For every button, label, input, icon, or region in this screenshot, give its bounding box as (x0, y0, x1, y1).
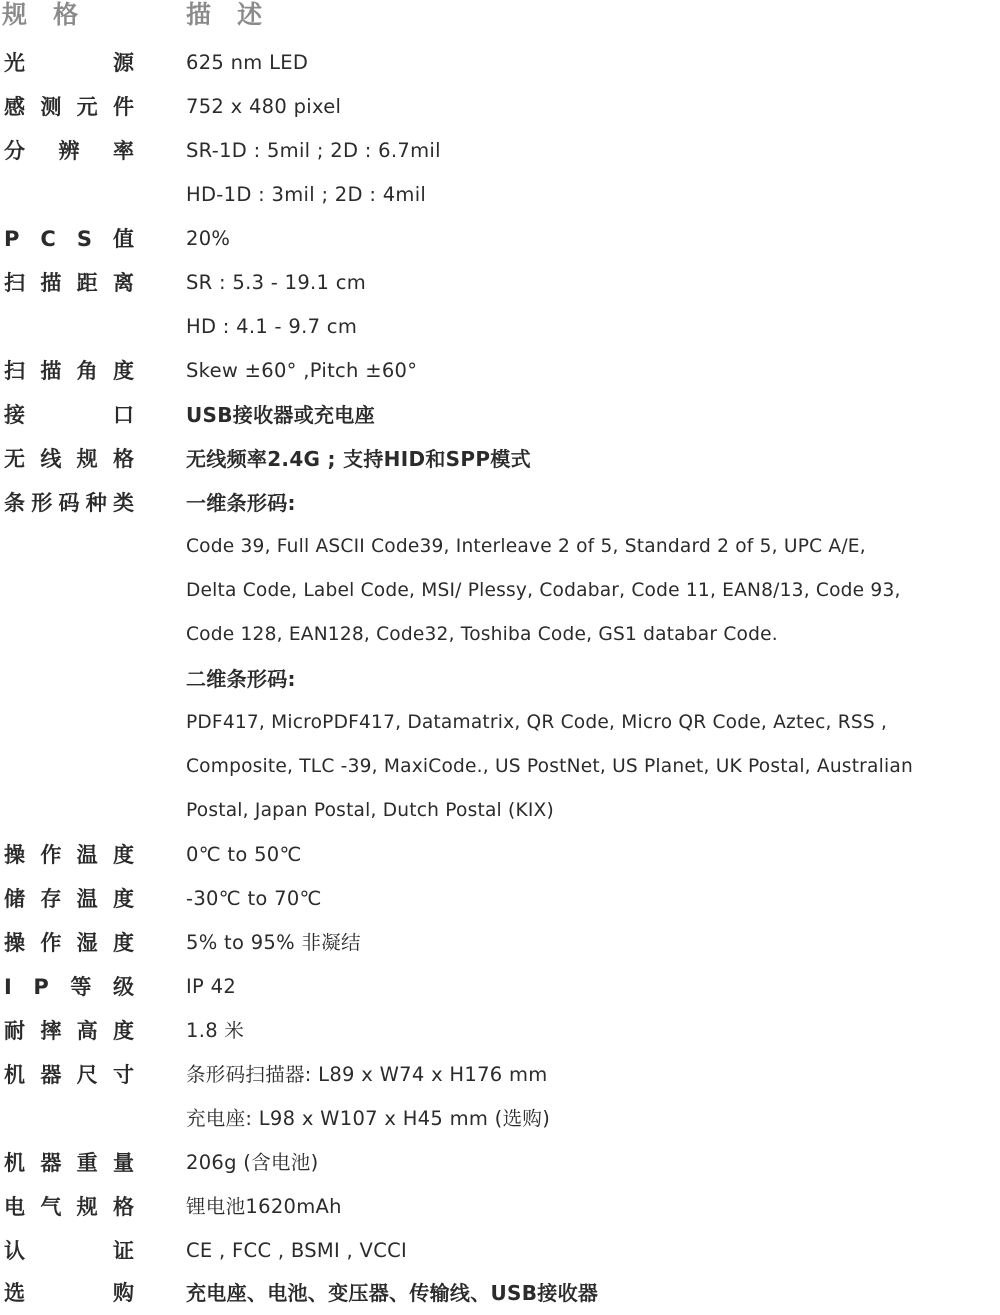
spec-label-char: 度 (112, 931, 134, 955)
spec-value: SR : 5.3 - 19.1 cm (186, 271, 367, 294)
spec-label (4, 393, 134, 437)
spec-label (4, 261, 134, 305)
spec-row-barcode-1d-line2 (0, 569, 1000, 613)
spec-value: PDF417, MicroPDF417, Datamatrix, QR Code, Micro QR Code, Aztec, RSS , (186, 712, 888, 733)
spec-label (4, 921, 134, 965)
spec-label (4, 481, 134, 525)
spec-value: 二维条形码: (186, 667, 296, 691)
spec-label (4, 965, 134, 1009)
spec-row-barcode-2d-line1 (0, 701, 1000, 745)
spec-label-char: 寸 (112, 1063, 134, 1087)
spec-label (4, 833, 134, 877)
spec-value: 锂电池1620mAh (186, 1195, 342, 1218)
spec-label (4, 129, 134, 173)
spec-label-char: 件 (112, 95, 134, 119)
spec-row-storage-temp (0, 877, 1000, 921)
spec-value: 无线频率2.4G ; 支持HID和SPP模式 (186, 447, 531, 471)
header-description-label: 描 述 (186, 0, 263, 29)
spec-row-electrical (0, 1185, 1000, 1229)
spec-label-char: 机 (4, 1063, 25, 1087)
spec-label-char: 温 (76, 887, 98, 911)
spec-label-char: 机 (4, 1151, 25, 1175)
spec-label-char: 种 (85, 491, 107, 515)
spec-label-char: 角 (76, 359, 98, 383)
spec-row-scan-distance (0, 261, 1000, 305)
spec-label (4, 173, 134, 217)
spec-label-char: 规 (76, 447, 98, 471)
spec-label-char: S (76, 227, 92, 251)
spec-label-char: 尺 (76, 1063, 98, 1087)
spec-value: Code 39, Full ASCII Code39, Interleave 2 of 5, Standard 2 of 5, UPC A/E, (186, 536, 866, 557)
spec-value: Composite, TLC -39, MaxiCode., US PostNet, US Planet, UK Postal, Australian (186, 756, 913, 777)
spec-label-char: 辨 (58, 139, 80, 163)
spec-value: USB接收器或充电座 (186, 403, 375, 427)
spec-label-char: 耐 (4, 1019, 25, 1043)
spec-row-weight (0, 1141, 1000, 1185)
spec-label-char: 描 (40, 271, 62, 295)
spec-label-char: 量 (112, 1151, 134, 1175)
spec-row-dimensions-cradle (0, 1097, 1000, 1141)
spec-label (4, 85, 134, 129)
spec-label-char: 率 (113, 139, 134, 163)
spec-row-resolution-hd (0, 173, 1000, 217)
spec-label-char: 无 (4, 447, 25, 471)
spec-value: 5% to 95% 非凝结 (186, 931, 361, 954)
spec-row-certification (0, 1229, 1000, 1273)
spec-label-char: 作 (40, 843, 62, 867)
spec-label-char: 接 (4, 403, 25, 427)
spec-label-char: P (4, 227, 20, 251)
spec-label (4, 217, 134, 261)
spec-value: Postal, Japan Postal, Dutch Postal (KIX) (186, 800, 554, 821)
spec-row-ip-rating (0, 965, 1000, 1009)
spec-row-resolution (0, 129, 1000, 173)
spec-label-char: 操 (4, 931, 25, 955)
spec-row-barcode-2d-line2 (0, 745, 1000, 789)
spec-label (4, 1009, 134, 1053)
spec-label-char: 高 (76, 1019, 98, 1043)
spec-label-char: 度 (112, 359, 134, 383)
spec-label-char: 口 (113, 403, 134, 427)
spec-label-char: 码 (58, 491, 80, 515)
spec-value: HD : 4.1 - 9.7 cm (186, 315, 358, 338)
spec-label-char: 等 (70, 975, 92, 999)
spec-value: IP 42 (186, 975, 237, 998)
spec-value: 充电座: L98 x W107 x H45 mm (选购) (186, 1107, 551, 1130)
spec-row-scan-angle (0, 349, 1000, 393)
spec-label (4, 437, 134, 481)
spec-row-sensor (0, 85, 1000, 129)
spec-value: 条形码扫描器: L89 x W74 x H176 mm (186, 1063, 548, 1086)
spec-row-barcode-1d-line3 (0, 613, 1000, 657)
spec-label (4, 789, 134, 833)
spec-row-barcode-2d-heading (0, 657, 1000, 701)
header-spec-label: 规 格 (2, 0, 79, 29)
spec-value: HD-1D : 3mil ; 2D : 4mil (186, 183, 427, 206)
spec-label (4, 1141, 134, 1185)
spec-label-char: 器 (40, 1063, 62, 1087)
spec-label-char: 证 (113, 1239, 134, 1263)
spec-label-char: 储 (4, 887, 25, 911)
spec-label-char: 气 (40, 1195, 62, 1219)
spec-row-humidity (0, 921, 1000, 965)
spec-value: 206g (含电池) (186, 1151, 319, 1174)
spec-value: 625 nm LED (186, 51, 309, 74)
spec-value: 0℃ to 50℃ (186, 843, 302, 866)
spec-label-char: 描 (40, 359, 62, 383)
spec-row-accessories (0, 1271, 1000, 1315)
spec-value: Delta Code, Label Code, MSI/ Plessy, Codabar, Code 11, EAN8/13, Code 93, (186, 580, 901, 601)
spec-label-char: 格 (112, 1195, 134, 1219)
spec-label-char: C (40, 227, 56, 251)
spec-label-char: 条 (4, 491, 25, 515)
spec-value: SR-1D : 5mil ; 2D : 6.7mil (186, 139, 441, 162)
spec-label (4, 569, 134, 613)
spec-label (4, 525, 134, 569)
spec-label-char: 温 (76, 843, 98, 867)
spec-label-char: 分 (4, 139, 25, 163)
spec-label-char: 湿 (76, 931, 98, 955)
spec-row-scan-distance-hd (0, 305, 1000, 349)
spec-label (4, 701, 134, 745)
spec-label (4, 41, 134, 85)
spec-label-char: 元 (76, 95, 98, 119)
spec-label-char: 度 (112, 843, 134, 867)
spec-row-wireless (0, 437, 1000, 481)
spec-value: CE , FCC , BSMI , VCCI (186, 1239, 408, 1262)
spec-value: 20% (186, 227, 231, 250)
spec-row-interface (0, 393, 1000, 437)
spec-label-char: 源 (113, 51, 134, 75)
spec-row-light-source (0, 41, 1000, 85)
spec-label-char: 扫 (4, 359, 25, 383)
spec-value: 一维条形码: (186, 491, 296, 515)
spec-label-char: 摔 (40, 1019, 62, 1043)
spec-row-drop-height (0, 1009, 1000, 1053)
spec-label-char: 操 (4, 843, 25, 867)
spec-label-char: 规 (76, 1195, 98, 1219)
spec-row-dimensions (0, 1053, 1000, 1097)
spec-label (4, 349, 134, 393)
spec-label-char: 扫 (4, 271, 25, 295)
spec-label-char: 器 (40, 1151, 62, 1175)
spec-label (4, 1185, 134, 1229)
spec-value: Code 128, EAN128, Code32, Toshiba Code, GS1 databar Code. (186, 624, 778, 645)
spec-label-char: 度 (112, 887, 134, 911)
spec-value: 1.8 米 (186, 1019, 245, 1042)
spec-label-char: 距 (76, 271, 98, 295)
spec-label (4, 1053, 134, 1097)
spec-value: -30℃ to 70℃ (186, 887, 322, 910)
spec-label-char: 类 (113, 491, 134, 515)
spec-value: Skew ±60° ,Pitch ±60° (186, 359, 418, 382)
spec-table-header (0, 0, 1000, 30)
spec-label-char: I (4, 975, 12, 999)
spec-label-char: 形 (31, 491, 53, 515)
spec-row-barcode-types (0, 481, 1000, 525)
spec-label (4, 1229, 134, 1273)
spec-label (4, 877, 134, 921)
spec-label-char: P (33, 975, 49, 999)
spec-label (4, 613, 134, 657)
spec-row-barcode-1d-line1 (0, 525, 1000, 569)
spec-label-char: 感 (4, 95, 25, 119)
spec-label-char: 格 (112, 447, 134, 471)
spec-label (4, 745, 134, 789)
spec-label-char: 认 (4, 1239, 25, 1263)
spec-label-char: 购 (113, 1281, 134, 1305)
spec-label-char: 存 (40, 887, 62, 911)
spec-label-char: 选 (4, 1281, 25, 1305)
spec-label-char: 值 (113, 227, 134, 251)
spec-label (4, 305, 134, 349)
spec-label-char: 作 (40, 931, 62, 955)
spec-label-char: 线 (40, 447, 62, 471)
spec-label-char: 离 (112, 271, 134, 295)
spec-label-char: 电 (4, 1195, 25, 1219)
spec-value: 752 x 480 pixel (186, 95, 342, 118)
spec-label-char: 重 (76, 1151, 98, 1175)
spec-label (4, 1271, 134, 1315)
spec-label (4, 1097, 134, 1141)
spec-row-pcs (0, 217, 1000, 261)
spec-label-char: 级 (112, 975, 134, 999)
spec-value: 充电座、电池、变压器、传输线、USB接收器 (186, 1281, 599, 1305)
spec-label (4, 657, 134, 701)
spec-label-char: 测 (40, 95, 62, 119)
spec-label-char: 光 (4, 51, 25, 75)
spec-row-operating-temp (0, 833, 1000, 877)
spec-row-barcode-2d-line3 (0, 789, 1000, 833)
spec-label-char: 度 (112, 1019, 134, 1043)
